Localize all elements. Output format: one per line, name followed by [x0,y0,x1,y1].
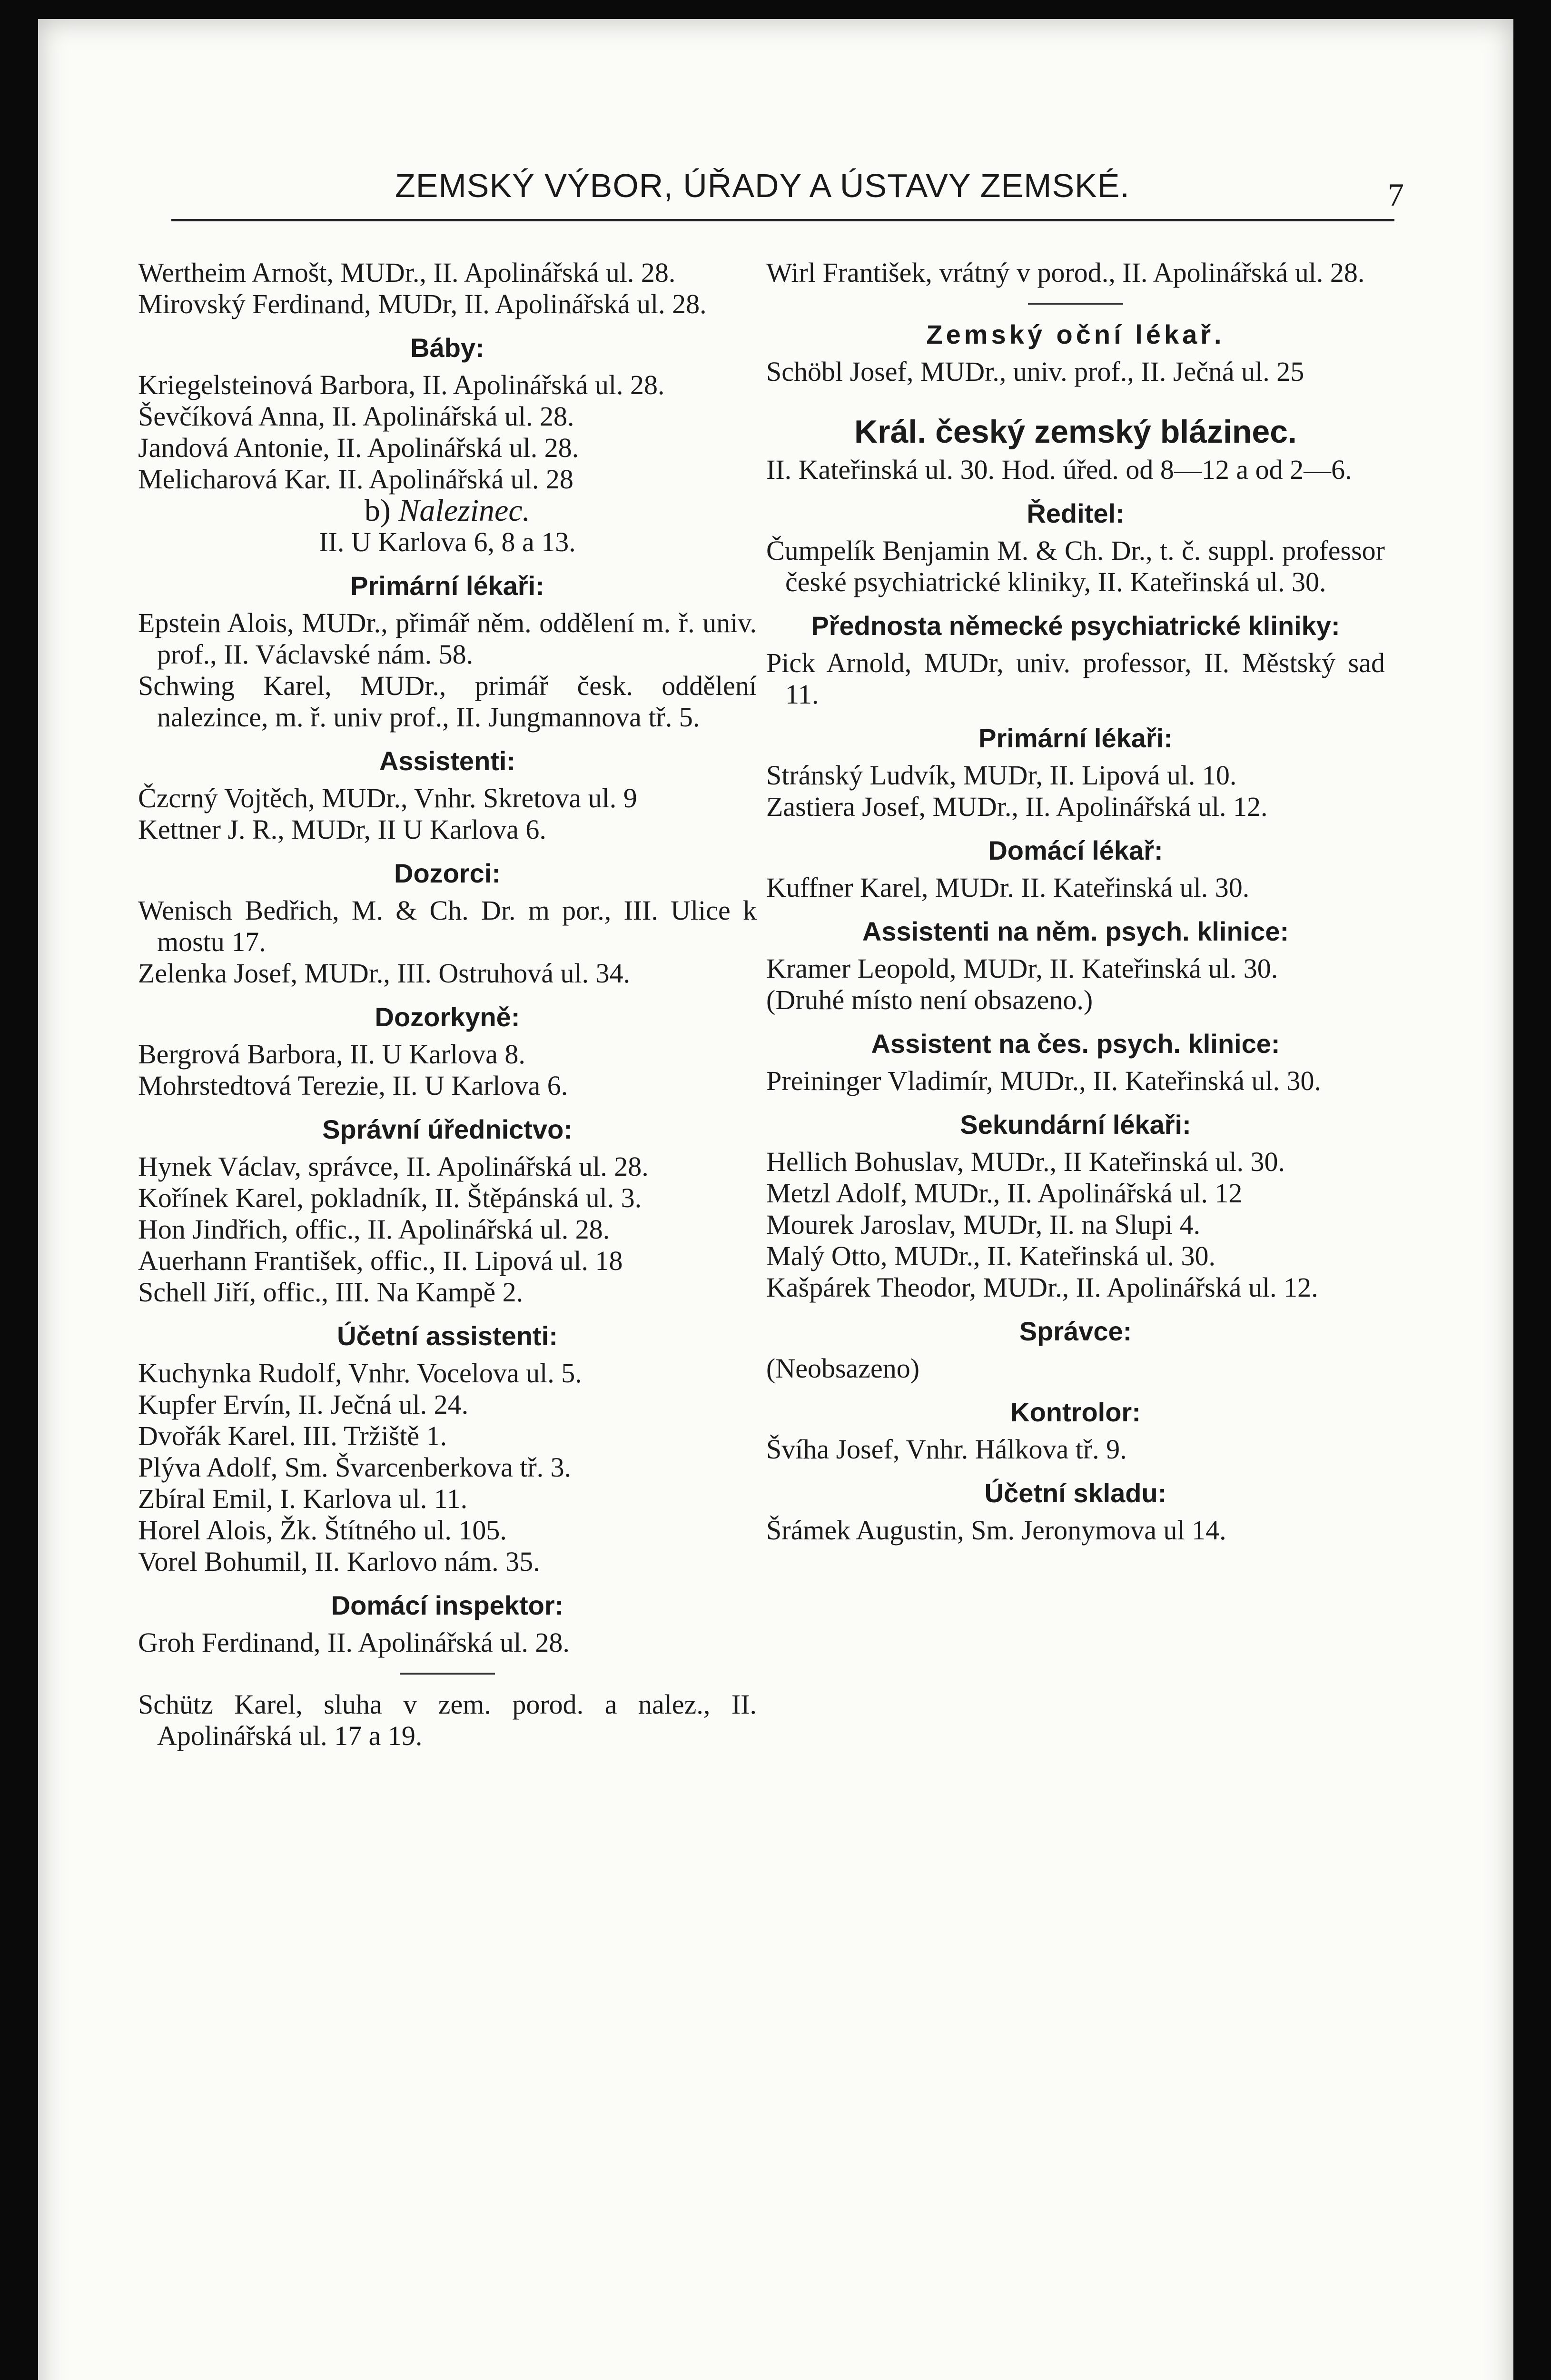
list-item: Kriegelsteinová Barbora, II. Apolinářská ul. 28. [138,369,665,400]
list-item: Mirovský Ferdinand, MUDr, II. Apolinářská ul. 28. [138,288,707,319]
list-item: Hon Jindřich, offic., II. Apolinářská ul. 28. [138,1214,610,1245]
list-item: Wertheim Arnošt, MUDr., II. Apolinářská ul. 28. [138,257,676,288]
section-heading: Dozorci: [394,858,501,888]
list-item: Švíha Josef, Vnhr. Hálkova tř. 9. [766,1434,1127,1465]
list-item: (Neobsazeno) [766,1353,920,1384]
list-item: Kuffner Karel, MUDr. II. Kateřinská ul. 30. [766,872,1250,903]
section-heading: Dozorkyně: [375,1002,520,1032]
section-heading: Assistent na čes. psych. klinice: [871,1029,1280,1059]
list-item: Šrámek Augustin, Sm. Jeronymova ul 14. [766,1515,1226,1546]
list-item: Mohrstedtová Terezie, II. U Karlova 6. [138,1070,568,1101]
divider [400,1673,495,1675]
divider [1028,303,1123,305]
document-page [38,19,1513,2380]
list-item: Schöbl Josef, MUDr., univ. prof., II. Ječná ul. 25 [766,356,1304,387]
section-heading: Kontrolor: [1010,1397,1141,1427]
list-item: Zelenka Josef, MUDr., III. Ostruhová ul. 34. [138,958,631,989]
list-item: Stránský Ludvík, MUDr, II. Lipová ul. 10. [766,760,1237,791]
list-item: Bergrová Barbora, II. U Karlova 8. [138,1039,525,1070]
section-heading: Báby: [410,333,484,363]
list-item: Dvořák Karel. III. Tržiště 1. [138,1420,447,1451]
list-item: Kašpárek Theodor, MUDr., II. Apolinářská ul. 12. [766,1272,1318,1303]
subsection-address: II. U Karlova 6, 8 a 13. [319,526,576,557]
list-item: Hynek Václav, správce, II. Apolinářská ul. 28. [138,1151,649,1182]
section-heading: Domácí inspektor: [331,1590,564,1620]
list-item: (Druhé místo není obsazeno.) [766,984,1093,1015]
list-item: Preininger Vladimír, MUDr., II. Kateřinská ul. 30. [766,1065,1322,1096]
institution-title: Král. český zemský blázinec. [854,414,1297,450]
subsection-title [138,495,757,526]
list-item: Pick Arnold, MUDr, univ. professor, II. Městský sad 11. [766,647,1385,710]
page-header [171,162,1404,221]
list-item: Metzl Adolf, MUDr., II. Apolinářská ul. 12 [766,1178,1243,1209]
section-heading: Účetní assistenti: [337,1321,558,1351]
list-item: Wenisch Bedřich, M. & Ch. Dr. m por., III. Ulice k mostu 17. [138,895,757,957]
section-heading: Primární lékaři: [350,571,544,601]
list-item: Epstein Alois, MUDr., přimář něm. oddělení m. ř. univ. prof., II. Václavské nám. 58. [138,607,757,670]
list-item: Auerhann František, offic., II. Lipová ul. 18 [138,1245,623,1276]
section-heading: Assistenti: [379,746,516,776]
list-item: Čzcrný Vojtěch, MUDr., Vnhr. Skretova ul. 9 [138,783,637,813]
section-heading: Účetní skladu: [984,1478,1167,1508]
subsection-prefix: b) [364,493,391,528]
section-heading: Správce: [1019,1316,1132,1346]
list-item: Ševčíková Anna, II. Apolinářská ul. 28. [138,401,574,432]
list-item: Zastiera Josef, MUDr., II. Apolinářská ul. 12. [766,791,1268,822]
list-item: Kupfer Ervín, II. Ječná ul. 24. [138,1389,469,1420]
subsection-name: Nalezinec. [398,493,531,528]
list-item: Horel Alois, Žk. Štítného ul. 105. [138,1515,507,1546]
list-item: Kettner J. R., MUDr, II U Karlova 6. [138,814,546,845]
list-item: Mourek Jaroslav, MUDr, II. na Slupi 4. [766,1209,1201,1240]
section-heading: Zemský oční lékař. [926,319,1225,349]
list-item: Schwing Karel, MUDr., primář česk. oddělení nalezince, m. ř. univ prof., II. Jungmannova tř. 5. [138,670,757,733]
list-item: Melicharová Kar. II. Apolinářská ul. 28 [138,464,573,495]
section-heading: Přednosta německé psychiatrické kliniky: [811,611,1340,641]
list-item: Schütz Karel, sluha v zem. porod. a nalez., II. Apolinářská ul. 17 a 19. [138,1689,757,1751]
running-title: ZEMSKÝ VÝBOR, ÚŘADY A ÚSTAVY ZEMSKÉ. [395,167,1130,204]
office-hours: II. Kateřinská ul. 30. Hod. úřed. od 8—12 a od 2—6. [766,454,1352,485]
list-item: Kuchynka Rudolf, Vnhr. Vocelova ul. 5. [138,1358,582,1388]
list-item: Čumpelík Benjamin M. & Ch. Dr., t. č. suppl. professor české psychiatrické kliniky, II. Kateřinská ul. 30. [766,535,1385,597]
list-item: Wirl František, vrátný v porod., II. Apolinářská ul. 28. [766,257,1365,288]
list-item: Hellich Bohuslav, MUDr., II Kateřinská ul. 30. [766,1146,1285,1177]
list-item: Kořínek Karel, pokladník, II. Štěpánská ul. 3. [138,1182,642,1213]
section-heading: Domácí lékař: [988,835,1163,865]
list-item: Vorel Bohumil, II. Karlovo nám. 35. [138,1546,540,1577]
list-item: Jandová Antonie, II. Apolinářská ul. 28. [138,432,579,463]
list-item: Kramer Leopold, MUDr, II. Kateřinská ul. 30. [766,953,1278,984]
section-heading: Assistenti na něm. psych. klinice: [862,916,1289,946]
section-heading: Ředitel: [1027,498,1125,528]
section-heading: Správní úřednictvo: [322,1114,573,1144]
section-heading: Primární lékaři: [978,723,1173,753]
left-column [138,257,757,1752]
list-item: Schell Jiří, offic., III. Na Kampě 2. [138,1277,524,1308]
list-item: Malý Otto, MUDr., II. Kateřinská ul. 30. [766,1240,1215,1271]
section-heading: Sekundární lékaři: [960,1110,1191,1140]
list-item: Groh Ferdinand, II. Apolinářská ul. 28. [138,1627,570,1658]
right-column [766,257,1385,1546]
list-item: Zbíral Emil, I. Karlova ul. 11. [138,1483,468,1514]
list-item: Plýva Adolf, Sm. Švarcenberkova tř. 3. [138,1452,572,1483]
page-number: 7 [1388,177,1404,213]
